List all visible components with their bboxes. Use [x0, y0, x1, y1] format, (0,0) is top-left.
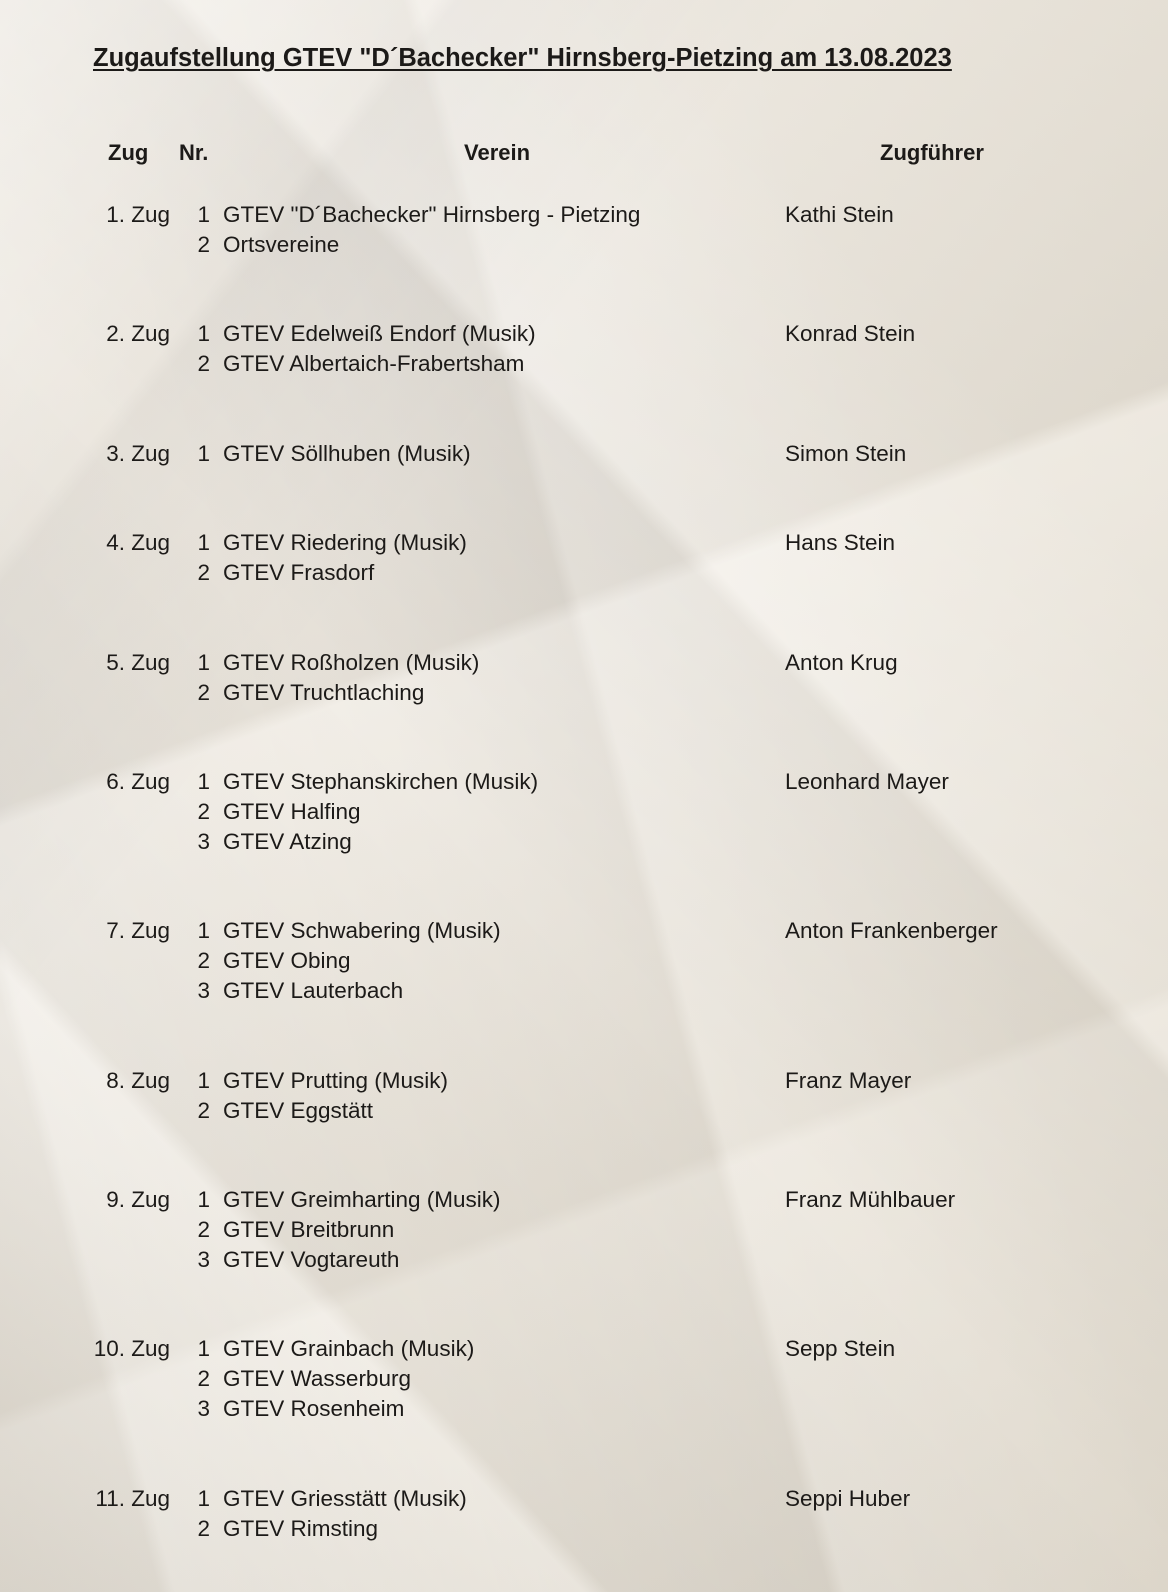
zug-group: [0, 1068, 1168, 1128]
entry-number: 2: [197, 351, 210, 376]
zug-label: 5. Zug: [106, 650, 170, 675]
list-item: [0, 918, 1168, 948]
entry-number: 3: [197, 829, 210, 854]
list-item: [0, 1068, 1168, 1098]
zugfuehrer-name: Anton Frankenberger: [785, 918, 998, 943]
list-item: [0, 202, 1168, 232]
list-item: [0, 948, 1168, 978]
zug-group: [0, 441, 1168, 471]
verein-name: GTEV Rosenheim: [223, 1396, 405, 1421]
verein-name: GTEV Frasdorf: [223, 560, 375, 585]
zugfuehrer-name: Simon Stein: [785, 441, 907, 466]
zug-label: 4. Zug: [106, 530, 170, 555]
zug-label: 1. Zug: [106, 202, 170, 227]
verein-name: GTEV Rimsting: [223, 1516, 379, 1541]
column-header-zugfuehrer: Zugführer: [880, 140, 984, 165]
entry-number: 1: [197, 441, 210, 466]
entry-number: 1: [197, 1187, 210, 1212]
list-item: [0, 1098, 1168, 1128]
list-item: [0, 1486, 1168, 1516]
list-item: [0, 769, 1168, 799]
list-item: [0, 1336, 1168, 1366]
verein-name: GTEV "D´Bachecker" Hirnsberg - Pietzing: [223, 202, 641, 227]
entry-number: 1: [197, 1068, 210, 1093]
verein-name: GTEV Stephanskirchen (Musik): [223, 769, 539, 794]
list-item: [0, 441, 1168, 471]
verein-name: GTEV Obing: [223, 948, 351, 973]
entry-number: 2: [197, 1098, 210, 1123]
verein-name: GTEV Söllhuben (Musik): [223, 441, 471, 466]
zugfuehrer-name: Kathi Stein: [785, 202, 894, 227]
zug-label: 6. Zug: [106, 769, 170, 794]
entry-number: 1: [197, 202, 210, 227]
verein-name: GTEV Greimharting (Musik): [223, 1187, 501, 1212]
zugfuehrer-name: Seppi Huber: [785, 1486, 911, 1511]
zug-label: 8. Zug: [106, 1068, 170, 1093]
verein-name: Ortsvereine: [223, 232, 340, 257]
verein-name: GTEV Vogtareuth: [223, 1247, 400, 1272]
list-item: [0, 680, 1168, 710]
zugfuehrer-name: Sepp Stein: [785, 1336, 896, 1361]
verein-name: GTEV Breitbrunn: [223, 1217, 395, 1242]
list-item: [0, 351, 1168, 381]
entry-number: 1: [197, 1486, 210, 1511]
zugfuehrer-name: Konrad Stein: [785, 321, 916, 346]
verein-name: GTEV Prutting (Musik): [223, 1068, 449, 1093]
list-item: [0, 829, 1168, 859]
zug-label: 7. Zug: [106, 918, 170, 943]
verein-name: GTEV Grainbach (Musik): [223, 1336, 475, 1361]
verein-name: GTEV Wasserburg: [223, 1366, 411, 1391]
entry-number: 3: [197, 1396, 210, 1421]
verein-name: GTEV Lauterbach: [223, 978, 404, 1003]
zug-group: [0, 321, 1168, 381]
zug-label: 11. Zug: [95, 1486, 170, 1511]
list-item: [0, 530, 1168, 560]
entry-number: 1: [197, 918, 210, 943]
column-header-zug: Zug: [108, 140, 149, 165]
verein-name: GTEV Schwabering (Musik): [223, 918, 501, 943]
zug-group: [0, 769, 1168, 859]
list-item: [0, 560, 1168, 590]
zug-group: [0, 530, 1168, 590]
column-header-verein: Verein: [464, 140, 531, 165]
zug-label: 2. Zug: [106, 321, 170, 346]
entry-number: 2: [197, 799, 210, 824]
list-item: [0, 321, 1168, 351]
entry-number: 3: [197, 978, 210, 1003]
entry-number: 1: [197, 769, 210, 794]
list-item: [0, 1516, 1168, 1546]
zugfuehrer-name: Franz Mühlbauer: [785, 1187, 956, 1212]
list-item: [0, 1247, 1168, 1277]
zug-group: [0, 202, 1168, 262]
zug-group: [0, 1336, 1168, 1426]
verein-name: GTEV Eggstätt: [223, 1098, 374, 1123]
entry-number: 1: [197, 1336, 210, 1361]
verein-name: GTEV Truchtlaching: [223, 680, 425, 705]
entry-number: 3: [197, 1247, 210, 1272]
entry-number: 1: [197, 530, 210, 555]
entry-number: 1: [197, 650, 210, 675]
entry-number: 2: [197, 680, 210, 705]
zug-label: 10. Zug: [93, 1336, 170, 1361]
entry-number: 2: [197, 1516, 210, 1541]
verein-name: GTEV Riedering (Musik): [223, 530, 467, 555]
list-item: [0, 1217, 1168, 1247]
verein-name: GTEV Albertaich-Frabertsham: [223, 351, 525, 376]
list-item: [0, 650, 1168, 680]
zugfuehrer-name: Hans Stein: [785, 530, 896, 555]
verein-name: GTEV Griesstätt (Musik): [223, 1486, 467, 1511]
zug-group: [0, 1187, 1168, 1277]
list-item: [0, 1366, 1168, 1396]
list-item: [0, 1187, 1168, 1217]
verein-name: GTEV Halfing: [223, 799, 361, 824]
zug-label: 9. Zug: [106, 1187, 170, 1212]
column-header-nr: Nr.: [179, 140, 209, 165]
verein-name: GTEV Edelweiß Endorf (Musik): [223, 321, 536, 346]
entry-number: 2: [197, 1366, 210, 1391]
zugfuehrer-name: Anton Krug: [785, 650, 898, 675]
verein-name: GTEV Atzing: [223, 829, 352, 854]
zug-group: [0, 650, 1168, 710]
entry-number: 2: [197, 1217, 210, 1242]
zug-label: 3. Zug: [106, 441, 170, 466]
list-item: [0, 232, 1168, 262]
list-item: [0, 799, 1168, 829]
zugfuehrer-name: Leonhard Mayer: [785, 769, 949, 794]
list-item: [0, 1396, 1168, 1426]
zug-group: [0, 918, 1168, 1008]
entry-number: 2: [197, 560, 210, 585]
list-item: [0, 978, 1168, 1008]
entry-number: 1: [197, 321, 210, 346]
entry-number: 2: [197, 232, 210, 257]
entry-number: 2: [197, 948, 210, 973]
verein-name: GTEV Roßholzen (Musik): [223, 650, 480, 675]
zug-group: [0, 1486, 1168, 1546]
zugfuehrer-name: Franz Mayer: [785, 1068, 912, 1093]
document-title: Zugaufstellung GTEV "D´Bachecker" Hirnsberg-Pietzing am 13.08.2023: [93, 44, 952, 72]
